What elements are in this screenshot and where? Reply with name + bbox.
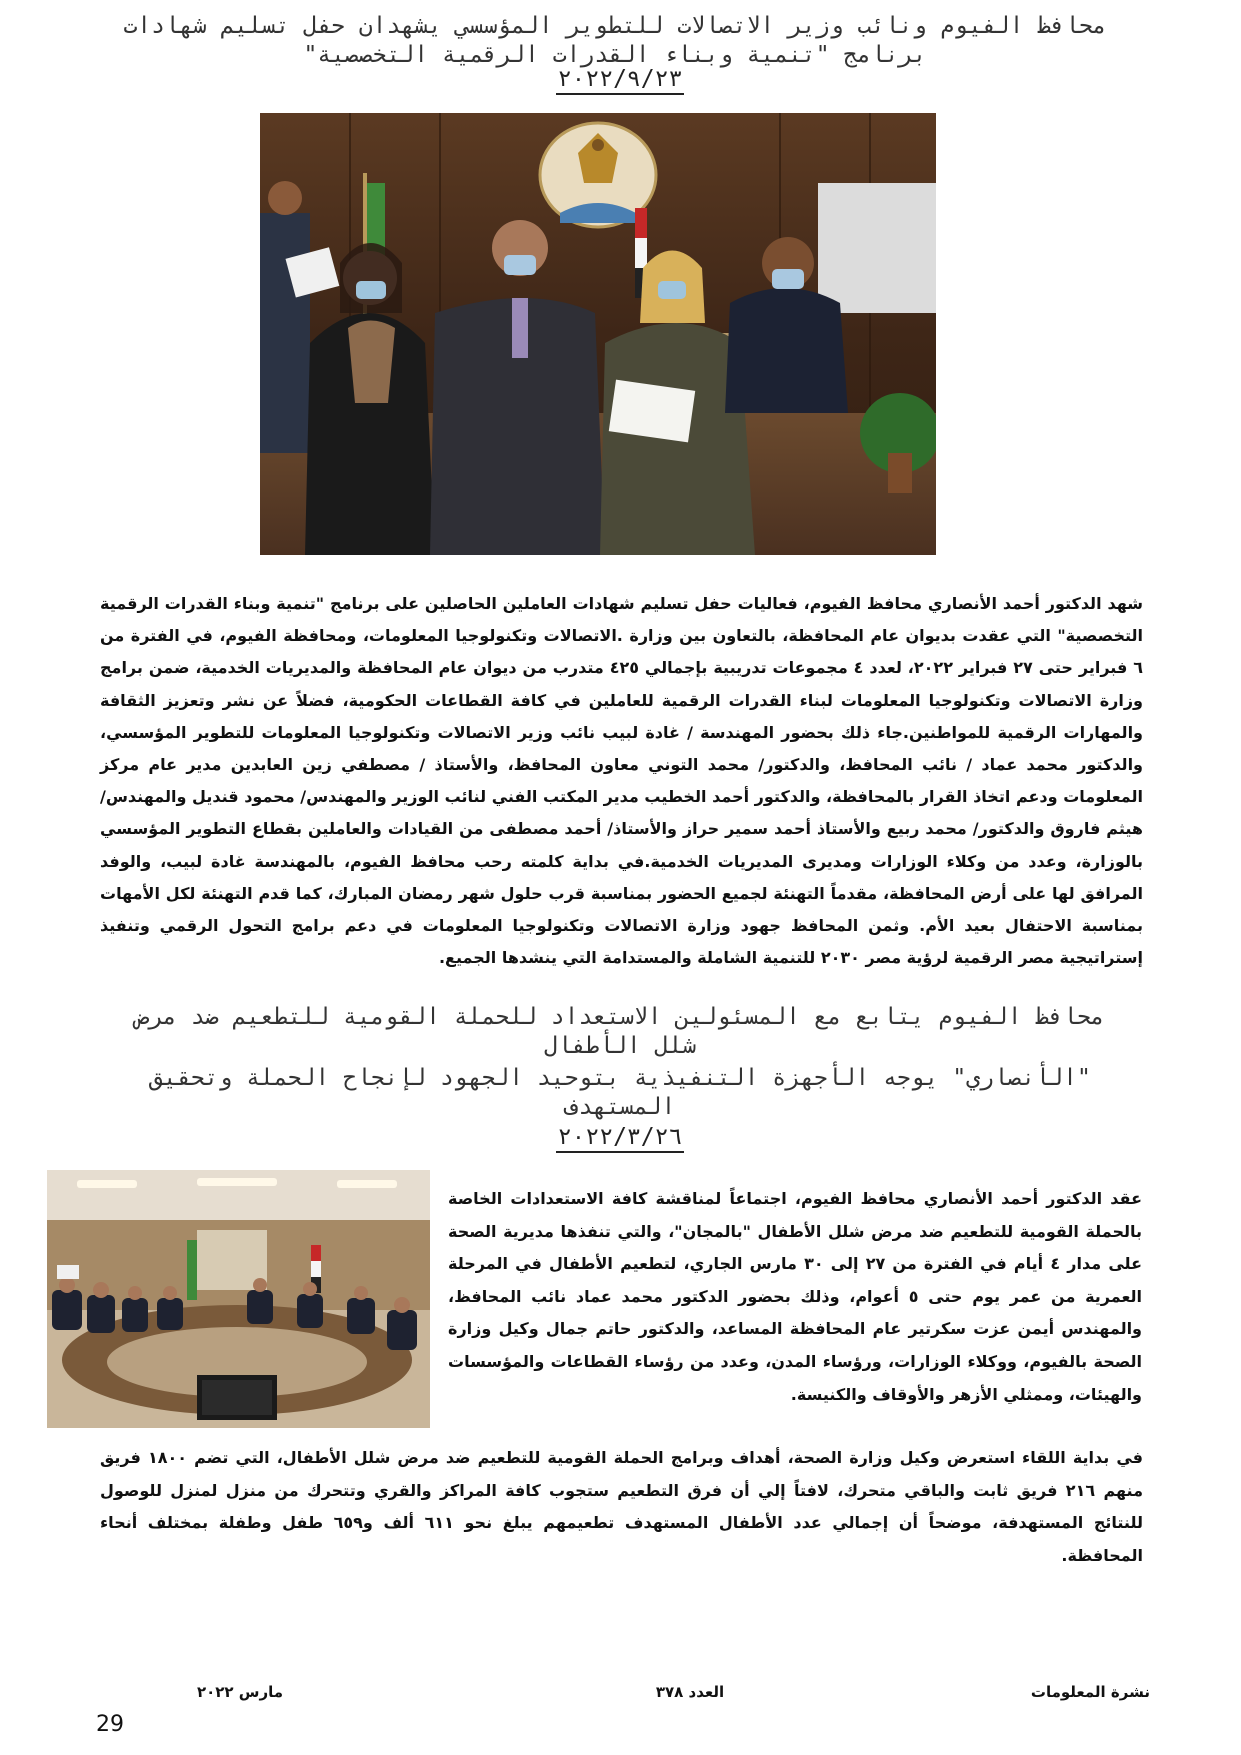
article2-headline-line1: محافظ الفيوم يتابع مع المسئولين الاستعداد للحملة القومية للتطعيم ضد مرض شلل الأطفال [135, 1004, 1105, 1059]
article1-date [420, 66, 820, 93]
article2-date-text: ٢٠٢٢/٣/٢٦ [556, 1124, 685, 1153]
article1-headline: محافظ الفيوم ونائب وزير الاتصالات للتطوير المؤسسي يشهدان حفل تسليم شهادات برنامج "تنمية وبناء القدرات الرقمية التخصصية" [123, 13, 1107, 68]
footer-date: مارس ٢٠٢٢ [196, 1683, 284, 1701]
page-number: 29 [96, 1712, 124, 1737]
article2-body-part2: في بداية اللقاء استعرض وكيل وزارة الصحة، أهداف وبرامج الحملة القومية للتطعيم ضد مرض شلل الأطفال، التي تضم ١٨٠٠ فريق منهم ٢١٦ فريق ثابت والباقي متحرك، لافتاً إلي أن فرق التطعيم ستجوب كافة المراكز والقري وتتحرك من منزل لمنزل للوصول للنتائج المستهدفة، موضحاً أن إجمالي عدد الأطفال المستهدف تطعيمهم يبلغ نحو ٦١١ ألف و٦٥٩ طفل وطفلة بمختلف أنحاء المحافظة. [100, 1448, 1144, 1565]
article1-photo [260, 113, 936, 555]
article2-body-part1: عقد الدكتور أحمد الأنصاري محافظ الفيوم، اجتماعاً لمناقشة كافة الاستعدادات الخاصة بالحملة القومية للتطعيم ضد مرض شلل الأطفال "بالمجان"، والتي تنفذها مديرية الصحة على مدار ٤ أيام في الفترة من ٢٧ إلى ٣٠ مارس الجاري، لتطعيم الأطفال في المرحلة العمرية من عمر يوم حتى ٥ أعوام، وذلك بحضور الدكتور محمد عماد نائب المحافظ، والمهندس أيمن عزت سكرتير عام المحافظة المساعد، والدكتور حاتم جمال وكيل وزارة الصحة بالفيوم، ووكلاء الوزارات، ورؤساء المدن، وعدد من رؤساء القطاعات والمؤسسات والهيئات، وممثلي الأزهر والأوقاف والكنيسة. [448, 1189, 1142, 1404]
footer-publication: نشرة المعلومات [1030, 1683, 1150, 1701]
footer-issue: العدد ٣٧٨ [655, 1683, 725, 1701]
article2-photo [47, 1170, 430, 1428]
article2-date [420, 1124, 820, 1151]
article1-body: شهد الدكتور أحمد الأنصاري محافظ الفيوم، فعاليات حفل تسليم شهادات العاملين الحاصلين على برنامج "تنمية وبناء القدرات الرقمية التخصصية" التي عقدت بديوان عام المحافظة، بالتعاون بين وزارة .الاتصالات وتكنولوجيا المعلومات، ومحافظة الفيوم، في الفترة من ٦ فبراير حتى ٢٧ فبراير ٢٠٢٢، لعدد ٤ مجموعات تدريبية بإجمالي ٤٢٥ متدرب من ديوان عام المحافظة والمديريات الخدمية، ضمن برامج وزارة الاتصالات وتكنولوجيا المعلومات لبناء القدرات الرقمية للعاملين في كافة القطاعات الحكومية، فضلاً عن نشر وتعزيز الثقافة والمهارات الرقمية للمواطنين.جاء ذلك بحضور المهندسة / غادة لبيب نائب وزير الاتصالات وتكنولوجيا المعلومات للتطوير المؤسسي، والدكتور محمد عماد / نائب المحافظ، والدكتور/ محمد التوني معاون المحافظ، والأستاذ / مصطفي زين العابدين مدير عام مركز المعلومات ودعم اتخاذ القرار بالمحافظة، والدكتور أحمد الخطيب مدير المكتب الفني لنائب الوزير والمهندس/ محمود قنديل والمهندس/ هيثم فاروق والدكتور/ محمد ربيع والأستاذ أحمد سمير حراز والأستاذ/ أحمد مصطفى من القيادات والعاملين بقطاع التطوير المؤسسي بالوزارة، وعدد من وكلاء الوزارات ومديرى المديريات الخدمية.في بداية كلمته رحب محافظ الفيوم، بالمهندسة غادة لبيب، والوفد المرافق لها على أرض المحافظة، مقدماً التهنئة لجميع الحضور بمناسبة قرب حلول شهر رمضان المبارك، كما قدم التهنئة لكل الأمهات بمناسبة الاحتفال بعيد الأم. وثمن المحافظ جهود وزارة الاتصالات وتكنولوجيا المعلومات في دعم برامج التحول الرقمي وتنفيذ إستراتيجية مصر الرقمية لرؤية مصر ٢٠٣٠ للتنمية الشاملة والمستدامة التي ينشدها الجميع. [100, 594, 1143, 968]
article1-date-text: ٢٠٢٢/٩/٢٣ [556, 66, 685, 95]
article2-headline-line2: "الأنصاري" يوجه الأجهزة التنفيذية بتوحيد الجهود لإنجاح الحملة وتحقيق المستهدف [149, 1065, 1091, 1120]
